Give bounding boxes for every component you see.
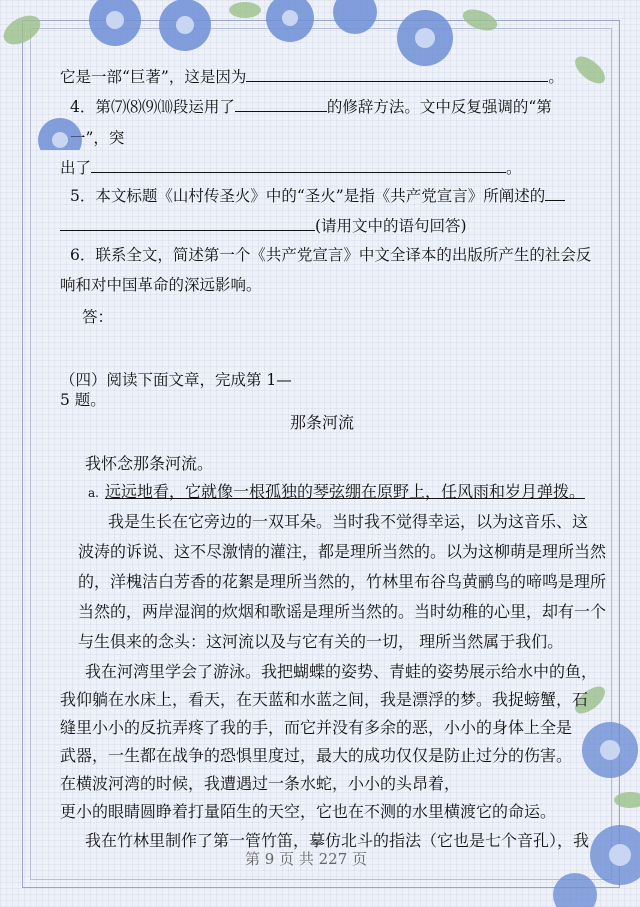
paragraph-2-line-5: 与生俱来的念头：这河流以及与它有关的一切， 理所当然属于我们。 bbox=[78, 632, 564, 651]
question-4-line-3: 出了 。 bbox=[60, 159, 522, 177]
answer-blank-q4b[interactable] bbox=[91, 158, 506, 173]
question-5-line-2: (请用文中的语句回答) bbox=[60, 216, 467, 236]
paragraph-3-line-3: 缝里小小的反抗弄疼了我的手，而它并没有多余的恶，小小的身体上全是 bbox=[60, 718, 573, 737]
paragraph-1: 我怀念那条河流。 bbox=[85, 454, 214, 473]
paragraph-3-line-5: 在横波河湾的时候，我遭遇过一条水蛇，小小的头昂着， bbox=[60, 774, 461, 793]
paragraph-4-line-1: 我在竹林里制作了第一管竹笛，摹仿北斗的指法（它也是七个音孔），我 bbox=[85, 831, 590, 850]
answer-blank-q5a[interactable] bbox=[545, 186, 565, 201]
section-4-heading-cont: 5 题。 bbox=[60, 391, 106, 409]
answer-label: 答： bbox=[82, 308, 114, 326]
question-5-line-1: 5．本文标题《山村传圣火》中的“圣火”是指《共产党宣言》所阐述的 bbox=[70, 186, 565, 206]
question-4-line-1: 4．第⑺⑻⑼⑽段运用了 的修辞方法。文中反复强调的“第 bbox=[70, 98, 552, 116]
paragraph-3-line-4: 武器，一生都在战争的恐惧里度过，最大的成功仅仅是防止过分的伤害。 bbox=[60, 746, 573, 765]
paragraph-2-line-1: 我是生长在它旁边的一双耳朵。当时我不觉得幸运，以为这音乐、这 bbox=[108, 512, 589, 531]
question-6-line-1: 6．联系全文，简述第一个《共产党宣言》中文全译本的出版所产生的社会反 bbox=[70, 246, 592, 264]
paragraph-3-line-1: 我在河湾里学会了游泳。我把蝴蝶的姿势、青蛙的姿势展示给水中的鱼， bbox=[85, 662, 598, 681]
text-line-1: 它是一部“巨著”，这是因为 。 bbox=[60, 68, 564, 86]
question-6-line-2: 响和对中国革命的深远影响。 bbox=[60, 276, 262, 294]
answer-blank-q4a[interactable] bbox=[235, 97, 327, 112]
paragraph-2-line-4: 当然的，两岸湿润的炊烟和歌谣是理所当然的。当时幼稚的心里，却有一个 bbox=[78, 602, 607, 621]
paragraph-2-line-3: 的，洋槐洁白芳香的花絮是理所当然的，竹林里布谷鸟黄鹂鸟的啼鸣是理所 bbox=[78, 572, 607, 591]
paragraph-3-line-6: 更小的眼睛圆睁着打量陌生的天空，它也在不测的水里横渡它的命运。 bbox=[60, 802, 557, 821]
article-title: 那条河流 bbox=[290, 413, 355, 432]
paragraph-3-line-2: 我仰躺在水床上，看天，在天蓝和水蓝之间，我是漂浮的梦。我捉螃蟹，石 bbox=[60, 690, 589, 709]
paragraph-2-line-2: 波涛的诉说、这不尽激情的灌注，都是理所当然的。以为这柳萌是理所当然 bbox=[78, 542, 607, 561]
section-4-heading: （四）阅读下面文章，完成第 1— bbox=[60, 371, 292, 389]
paragraph-a: a. 远远地看，它就像一根孤独的琴弦绷在原野上，任风雨和岁月弹拨。 bbox=[88, 482, 585, 501]
page-footer: 第 9 页 共 227 页 bbox=[245, 850, 368, 868]
answer-blank-1[interactable] bbox=[246, 67, 548, 82]
question-4-line-2: 一”，突 bbox=[70, 129, 125, 147]
answer-blank-q5b[interactable] bbox=[60, 216, 315, 231]
